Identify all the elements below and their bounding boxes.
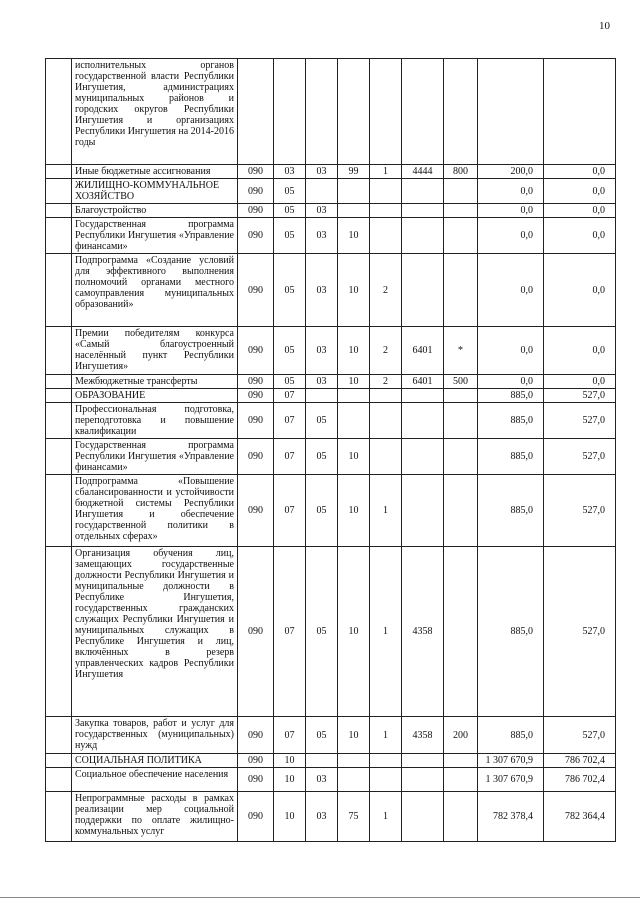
row-code-cell <box>306 179 338 204</box>
row-name-cell: исполнительных органов государственной власти Республики Ингушетия, администрациях муниципальных районов и городских округов Республики Ингушетия и организациях Республики Ингушетия на 2014-2016 годы <box>72 59 238 165</box>
row-code-cell: 07 <box>274 717 306 754</box>
row-code-cell <box>444 475 478 547</box>
row-amount-cell: 0,0 <box>544 204 616 218</box>
row-amount-cell: 885,0 <box>478 389 544 403</box>
row-name-cell: ЖИЛИЩНО-КОММУНАЛЬНОЕ ХОЗЯЙСТВО <box>72 179 238 204</box>
row-code-cell: 800 <box>444 165 478 179</box>
row-code-cell: 090 <box>238 439 274 475</box>
row-code-cell: 10 <box>338 717 370 754</box>
row-stub-cell <box>46 204 72 218</box>
row-code-cell: 1 <box>370 165 402 179</box>
bottom-rule <box>0 897 640 898</box>
row-code-cell: 10 <box>274 792 306 842</box>
row-code-cell <box>370 179 402 204</box>
row-stub-cell <box>46 375 72 389</box>
row-code-cell: 07 <box>274 547 306 717</box>
row-code-cell <box>402 218 444 254</box>
row-code-cell: 10 <box>338 327 370 375</box>
row-code-cell <box>402 403 444 439</box>
row-code-cell <box>402 792 444 842</box>
row-code-cell: 090 <box>238 389 274 403</box>
row-name-cell: Благоустройство <box>72 204 238 218</box>
row-name-cell: Государственная программа Республики Ингушетия «Управление финансами» <box>72 439 238 475</box>
row-amount-cell: 527,0 <box>544 475 616 547</box>
row-code-cell: 99 <box>338 165 370 179</box>
row-amount-cell: 0,0 <box>478 179 544 204</box>
row-code-cell <box>338 179 370 204</box>
row-code-cell <box>444 59 478 165</box>
row-name-cell: Социальное обеспечение населения <box>72 768 238 792</box>
row-code-cell <box>402 179 444 204</box>
row-code-cell <box>444 547 478 717</box>
row-code-cell <box>370 204 402 218</box>
row-amount-cell: 782 364,4 <box>544 792 616 842</box>
row-code-cell: 090 <box>238 547 274 717</box>
row-code-cell: 090 <box>238 475 274 547</box>
row-code-cell: 10 <box>338 218 370 254</box>
row-code-cell <box>370 218 402 254</box>
row-code-cell: 03 <box>306 165 338 179</box>
row-code-cell: 03 <box>306 254 338 327</box>
row-stub-cell <box>46 717 72 754</box>
row-code-cell <box>370 768 402 792</box>
row-code-cell: 05 <box>306 547 338 717</box>
row-amount-cell <box>478 59 544 165</box>
row-stub-cell <box>46 403 72 439</box>
row-amount-cell: 0,0 <box>544 179 616 204</box>
row-name-cell: Организация обучения лиц, замещающих государственные должности Республики Ингушетия и муниципальные должности в Республике Ингушетия, государственных гражданских служащих Республики Ингушетия и муниципальных служащих в Республике Ингушетия и лиц, включённых в резерв управленческих кадров Республики Ингушетия <box>72 547 238 717</box>
row-code-cell: 05 <box>274 179 306 204</box>
row-code-cell <box>274 59 306 165</box>
row-amount-cell: 782 378,4 <box>478 792 544 842</box>
row-stub-cell <box>46 475 72 547</box>
row-code-cell: 090 <box>238 179 274 204</box>
row-code-cell: 10 <box>274 768 306 792</box>
row-amount-cell: 786 702,4 <box>544 768 616 792</box>
row-code-cell: 500 <box>444 375 478 389</box>
row-stub-cell <box>46 754 72 768</box>
row-stub-cell <box>46 389 72 403</box>
row-code-cell <box>238 59 274 165</box>
row-name-cell: ОБРАЗОВАНИЕ <box>72 389 238 403</box>
row-code-cell: 1 <box>370 547 402 717</box>
row-code-cell: 090 <box>238 792 274 842</box>
row-code-cell: 03 <box>306 327 338 375</box>
row-amount-cell: 0,0 <box>544 218 616 254</box>
row-code-cell <box>338 403 370 439</box>
row-stub-cell <box>46 327 72 375</box>
row-code-cell: 03 <box>274 165 306 179</box>
row-code-cell: 10 <box>274 754 306 768</box>
row-amount-cell: 527,0 <box>544 389 616 403</box>
row-code-cell <box>444 768 478 792</box>
row-code-cell <box>444 389 478 403</box>
row-stub-cell <box>46 165 72 179</box>
row-code-cell: 75 <box>338 792 370 842</box>
table-row <box>46 254 616 327</box>
row-stub-cell <box>46 254 72 327</box>
row-code-cell: 05 <box>274 218 306 254</box>
row-code-cell: 2 <box>370 254 402 327</box>
row-amount-cell: 885,0 <box>478 403 544 439</box>
row-code-cell: 090 <box>238 403 274 439</box>
row-code-cell: 200 <box>444 717 478 754</box>
row-code-cell: 03 <box>306 375 338 389</box>
row-code-cell: 07 <box>274 389 306 403</box>
row-stub-cell <box>46 547 72 717</box>
row-code-cell: 05 <box>306 717 338 754</box>
row-stub-cell <box>46 218 72 254</box>
row-code-cell: 07 <box>274 403 306 439</box>
table-row <box>46 547 616 717</box>
row-amount-cell: 0,0 <box>544 165 616 179</box>
row-code-cell: 4358 <box>402 547 444 717</box>
row-code-cell: 090 <box>238 754 274 768</box>
row-name-cell: Премии победителям конкурса «Самый благоустроенный населённый пункт Республики Ингушетия» <box>72 327 238 375</box>
row-code-cell <box>444 403 478 439</box>
row-code-cell: 05 <box>274 204 306 218</box>
row-code-cell <box>402 768 444 792</box>
row-code-cell: 090 <box>238 218 274 254</box>
row-code-cell: 05 <box>274 327 306 375</box>
row-code-cell: 6401 <box>402 375 444 389</box>
row-name-cell: СОЦИАЛЬНАЯ ПОЛИТИКА <box>72 754 238 768</box>
row-code-cell: 10 <box>338 475 370 547</box>
table-row <box>46 59 616 165</box>
row-amount-cell: 1 307 670,9 <box>478 754 544 768</box>
row-code-cell: 07 <box>274 439 306 475</box>
row-code-cell: 10 <box>338 254 370 327</box>
row-amount-cell: 527,0 <box>544 717 616 754</box>
table-row <box>46 204 616 218</box>
row-code-cell <box>402 59 444 165</box>
row-code-cell: 10 <box>338 375 370 389</box>
table-row <box>46 792 616 842</box>
row-stub-cell <box>46 59 72 165</box>
row-name-cell: Подпрограмма «Создание условий для эффективного выполнения полномочий органами местного самоуправления муниципальных образований» <box>72 254 238 327</box>
row-amount-cell: 0,0 <box>478 375 544 389</box>
row-amount-cell: 527,0 <box>544 547 616 717</box>
row-name-cell: Подпрограмма «Повышение сбалансированности и устойчивости бюджетной системы Республики Ингушетия и обеспечение государственной политики в отдельных сферах» <box>72 475 238 547</box>
row-code-cell: 1 <box>370 717 402 754</box>
table-row <box>46 403 616 439</box>
row-code-cell: 03 <box>306 768 338 792</box>
budget-table <box>45 58 616 842</box>
row-name-cell: Межбюджетные трансферты <box>72 375 238 389</box>
row-stub-cell <box>46 179 72 204</box>
table-row <box>46 179 616 204</box>
row-code-cell <box>370 403 402 439</box>
table-row <box>46 754 616 768</box>
row-code-cell <box>402 754 444 768</box>
row-code-cell: 090 <box>238 768 274 792</box>
row-code-cell <box>444 179 478 204</box>
row-amount-cell: 885,0 <box>478 547 544 717</box>
row-code-cell: 05 <box>306 439 338 475</box>
row-code-cell <box>338 389 370 403</box>
row-code-cell <box>370 439 402 475</box>
row-code-cell: 10 <box>338 547 370 717</box>
row-amount-cell: 0,0 <box>478 327 544 375</box>
row-amount-cell: 0,0 <box>478 204 544 218</box>
row-code-cell: 090 <box>238 165 274 179</box>
row-code-cell <box>444 204 478 218</box>
row-code-cell <box>402 254 444 327</box>
row-amount-cell: 0,0 <box>544 254 616 327</box>
row-amount-cell: 786 702,4 <box>544 754 616 768</box>
row-code-cell: 03 <box>306 204 338 218</box>
row-code-cell <box>306 59 338 165</box>
row-code-cell <box>444 218 478 254</box>
row-code-cell: 07 <box>274 475 306 547</box>
row-amount-cell <box>544 59 616 165</box>
row-amount-cell: 1 307 670,9 <box>478 768 544 792</box>
row-stub-cell <box>46 768 72 792</box>
row-amount-cell: 0,0 <box>478 254 544 327</box>
row-code-cell <box>444 792 478 842</box>
table-row <box>46 717 616 754</box>
row-code-cell <box>338 59 370 165</box>
row-amount-cell: 0,0 <box>544 375 616 389</box>
row-amount-cell: 885,0 <box>478 717 544 754</box>
row-code-cell: 4444 <box>402 165 444 179</box>
row-code-cell: 090 <box>238 204 274 218</box>
table-row <box>46 475 616 547</box>
row-code-cell: 090 <box>238 375 274 389</box>
row-code-cell <box>444 254 478 327</box>
row-code-cell <box>444 754 478 768</box>
row-code-cell: 2 <box>370 327 402 375</box>
row-code-cell: 10 <box>338 439 370 475</box>
row-code-cell <box>338 204 370 218</box>
row-code-cell <box>402 439 444 475</box>
row-code-cell <box>306 754 338 768</box>
table-row <box>46 439 616 475</box>
row-amount-cell: 0,0 <box>478 218 544 254</box>
row-amount-cell: 527,0 <box>544 403 616 439</box>
row-name-cell: Закупка товаров, работ и услуг для государственных (муниципальных) нужд <box>72 717 238 754</box>
row-code-cell: 05 <box>274 375 306 389</box>
row-code-cell <box>338 768 370 792</box>
row-code-cell <box>402 389 444 403</box>
row-code-cell: 090 <box>238 717 274 754</box>
row-amount-cell: 0,0 <box>544 327 616 375</box>
row-name-cell: Иные бюджетные ассигнования <box>72 165 238 179</box>
row-code-cell <box>444 439 478 475</box>
row-code-cell: 1 <box>370 792 402 842</box>
table-row <box>46 327 616 375</box>
row-code-cell: 6401 <box>402 327 444 375</box>
row-code-cell: 090 <box>238 254 274 327</box>
row-name-cell: Профессиональная подготовка, переподготовка и повышение квалификации <box>72 403 238 439</box>
row-name-cell: Государственная программа Республики Ингушетия «Управление финансами» <box>72 218 238 254</box>
table-row <box>46 375 616 389</box>
row-amount-cell: 200,0 <box>478 165 544 179</box>
row-code-cell: 090 <box>238 327 274 375</box>
row-code-cell <box>306 389 338 403</box>
row-code-cell <box>370 59 402 165</box>
budget-table-body <box>46 59 616 842</box>
row-code-cell <box>402 475 444 547</box>
table-row <box>46 768 616 792</box>
row-code-cell: 03 <box>306 792 338 842</box>
row-stub-cell <box>46 792 72 842</box>
row-stub-cell <box>46 439 72 475</box>
row-code-cell <box>370 389 402 403</box>
row-code-cell <box>370 754 402 768</box>
row-code-cell: 1 <box>370 475 402 547</box>
row-amount-cell: 885,0 <box>478 475 544 547</box>
table-row <box>46 218 616 254</box>
row-code-cell: 05 <box>306 403 338 439</box>
page-number: 10 <box>599 20 610 32</box>
row-name-cell: Непрограммные расходы в рамках реализации мер социальной поддержки по оплате жилищно-коммунальных услуг <box>72 792 238 842</box>
row-code-cell: 03 <box>306 218 338 254</box>
table-row <box>46 165 616 179</box>
row-code-cell: 05 <box>306 475 338 547</box>
row-amount-cell: 885,0 <box>478 439 544 475</box>
row-code-cell: 2 <box>370 375 402 389</box>
row-code-cell <box>402 204 444 218</box>
row-code-cell: 4358 <box>402 717 444 754</box>
row-code-cell <box>338 754 370 768</box>
row-code-cell: * <box>444 327 478 375</box>
row-code-cell: 05 <box>274 254 306 327</box>
row-amount-cell: 527,0 <box>544 439 616 475</box>
table-row <box>46 389 616 403</box>
